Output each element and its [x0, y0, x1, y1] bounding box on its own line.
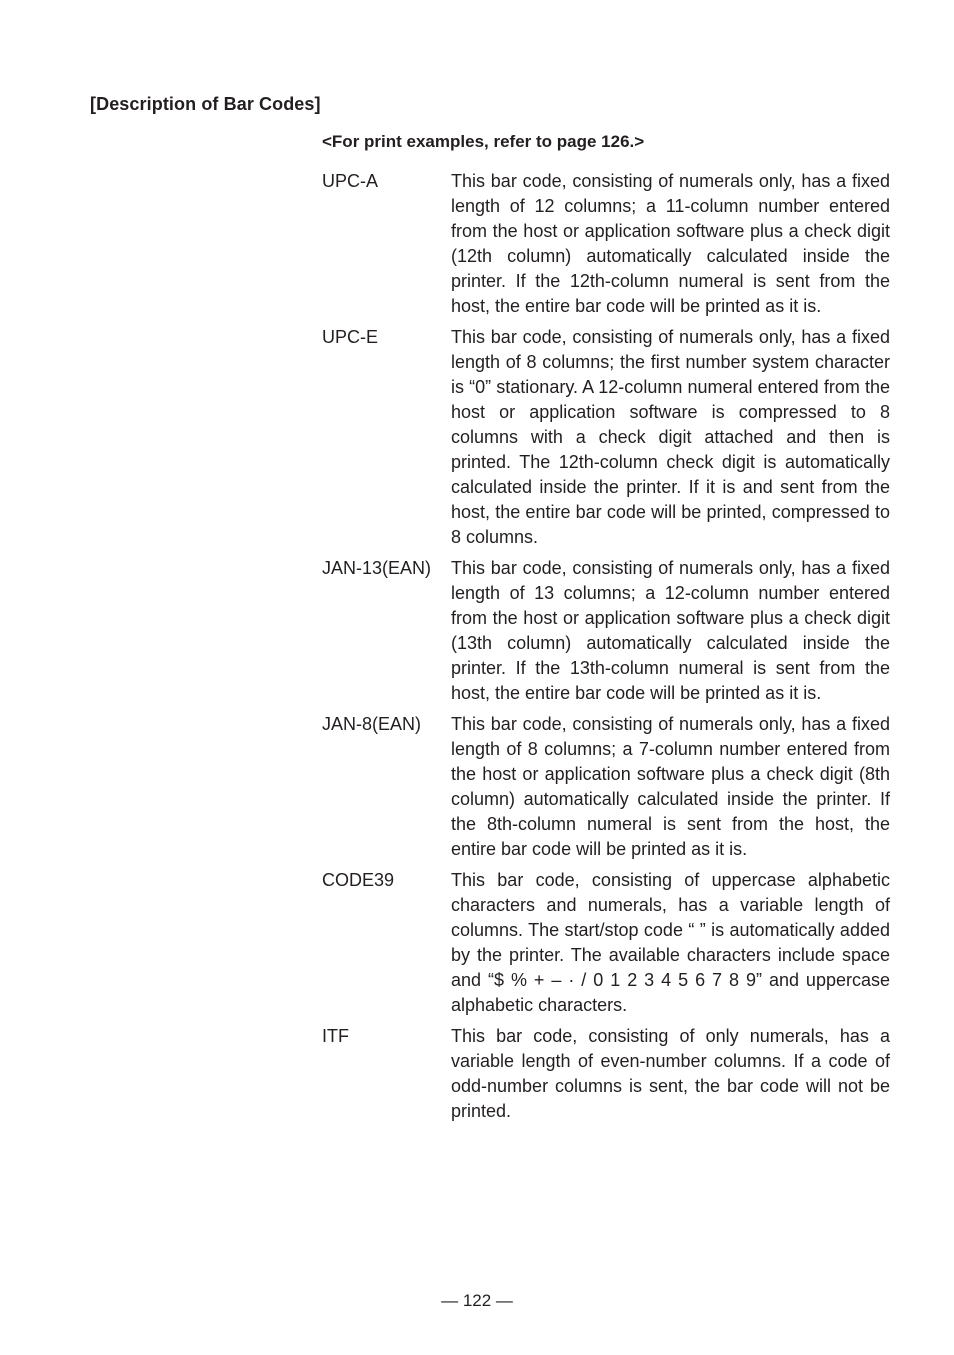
barcode-entry-itf	[322, 1024, 892, 1124]
barcode-description: This bar code, consisting of numerals only, has a fixed length of 8 columns; a 7-column number entered from the host or application software plus a check digit (8th column) automatically calculated inside the printer. If the 8th-column numeral is sent from the host, the entire bar code will be printed as it is.	[451, 714, 890, 859]
barcode-entry-jan-13	[322, 556, 892, 706]
barcode-description-list	[322, 169, 892, 1130]
barcode-name: CODE39	[322, 870, 395, 890]
barcode-entry-jan-8	[322, 712, 892, 862]
barcode-name: JAN-13(EAN)	[322, 558, 432, 578]
barcode-entry-upc-e	[322, 325, 892, 550]
barcode-name: JAN-8(EAN)	[322, 714, 422, 734]
page-number: — 122 —	[441, 1291, 513, 1310]
barcode-description: This bar code, consisting of numerals only, has a fixed length of 13 columns; a 12-column number entered from the host or application software plus a check digit (13th column) automatically calculated inside the printer. If the 13th-column numeral is sent from the host, the entire bar code will be printed as it is.	[451, 558, 890, 703]
section-title: [Description of Bar Codes]	[90, 94, 321, 114]
barcode-description: This bar code, consisting of only numerals, has a variable length of even-number columns. If a code of odd-number columns is sent, the bar code will not be printed.	[451, 1026, 890, 1121]
barcode-description: This bar code, consisting of numerals only, has a fixed length of 12 columns; a 11-column number entered from the host or application software plus a check digit (12th column) automatically calculated inside the printer. If the 12th-column numeral is sent from the host, the entire bar code will be printed as it is.	[451, 171, 890, 316]
barcode-description: This bar code, consisting of uppercase alphabetic characters and numerals, has a variable length of columns. The start/stop code “ ” is automatically added by the printer. The available characters include space and “$ % + – · / 0 1 2 3 4 5 6 7 8 9” and uppercase alphabetic characters.	[451, 870, 890, 1015]
barcode-entry-upc-a	[322, 169, 892, 319]
barcode-description: This bar code, consisting of numerals only, has a fixed length of 8 columns; the first number system character is “0” stationary. A 12-column numeral entered from the host or application software is compressed to 8 columns with a check digit attached and then is printed. The 12th-column check digit is automatically calculated inside the printer. If it is and sent from the host, the entire bar code will be printed, compressed to 8 columns.	[451, 327, 890, 547]
barcode-name: UPC-A	[322, 171, 379, 191]
barcode-name: ITF	[322, 1026, 349, 1046]
reference-note: <For print examples, refer to page 126.>	[322, 132, 645, 151]
barcode-entry-code39	[322, 868, 892, 1018]
barcode-name: UPC-E	[322, 327, 379, 347]
